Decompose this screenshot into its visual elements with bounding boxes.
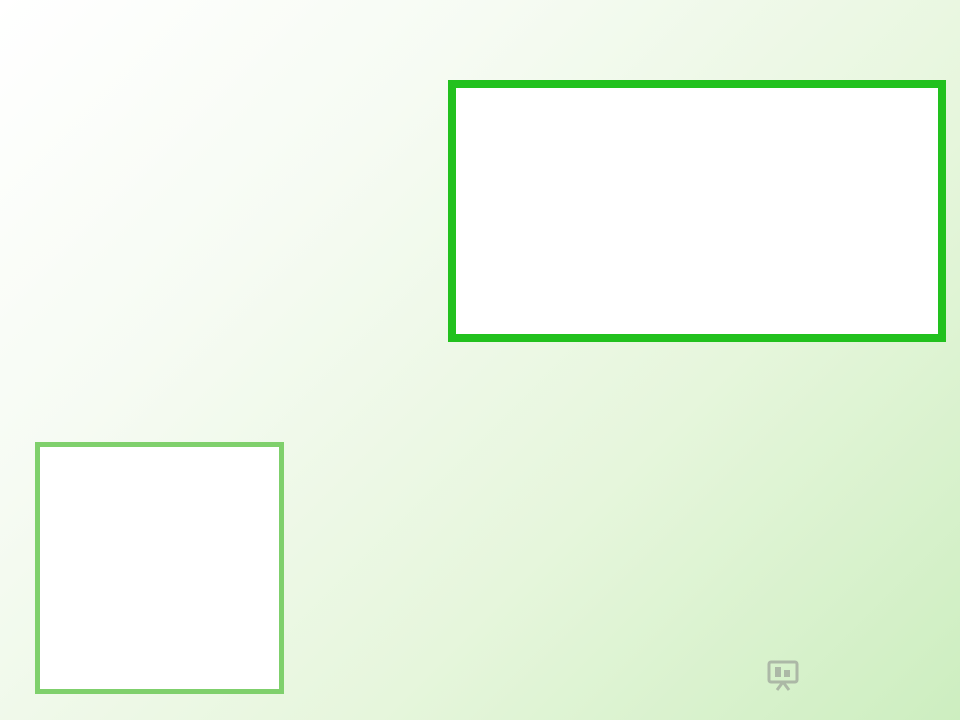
horocycle-figure bbox=[35, 442, 284, 694]
euclidean-trajectories-drawing bbox=[456, 88, 938, 334]
horocycle-paragraph bbox=[308, 510, 933, 540]
presentation-board-icon bbox=[766, 658, 800, 692]
watermark bbox=[766, 655, 806, 695]
intro-paragraph bbox=[38, 24, 432, 85]
horocycle-drawing bbox=[40, 447, 279, 689]
euclidean-trajectories-figure bbox=[448, 80, 946, 342]
